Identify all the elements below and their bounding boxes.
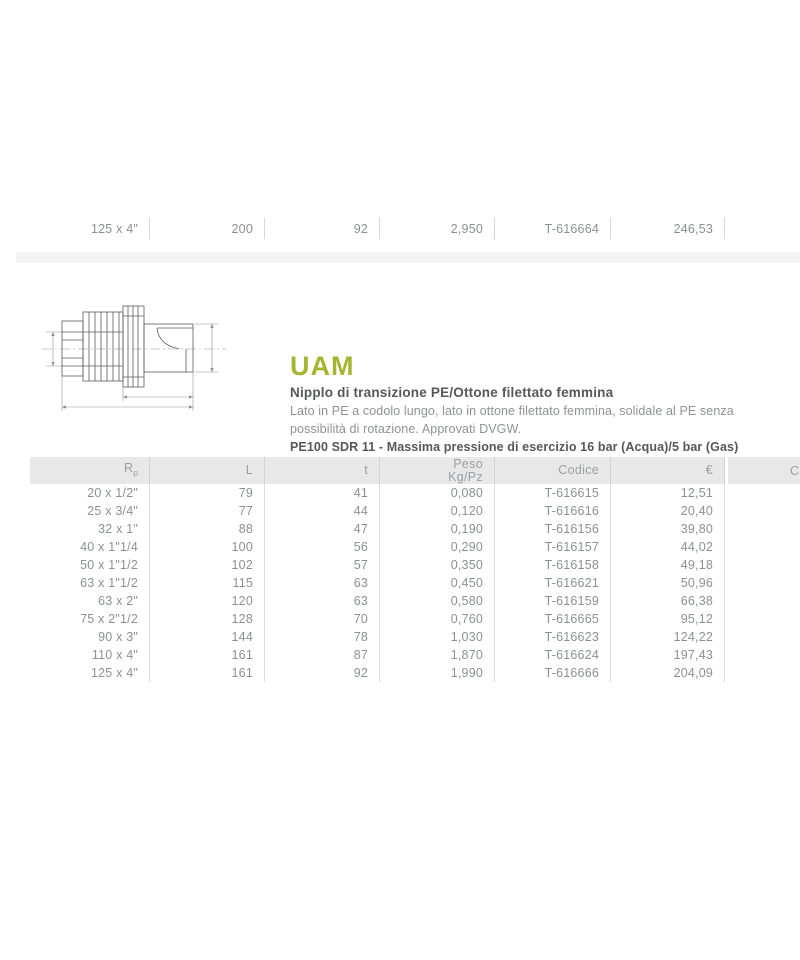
table-cell: T-616624 xyxy=(495,646,611,664)
table-cell: 32 x 1" xyxy=(30,520,150,538)
table-cell: 20,40 xyxy=(611,502,725,520)
table-cell: 0,190 xyxy=(380,520,495,538)
table-cell: 124,22 xyxy=(611,628,725,646)
table-cell: 95,12 xyxy=(611,610,725,628)
table-cell: 70 xyxy=(265,610,380,628)
technical-drawing xyxy=(40,292,270,417)
table-cell: 49,18 xyxy=(611,556,725,574)
table-row xyxy=(30,574,725,592)
previous-table-row xyxy=(30,218,725,239)
prev-row-cell: T-616664 xyxy=(495,218,611,239)
prev-row-cell: 246,53 xyxy=(611,218,725,239)
table-cell: 88 xyxy=(150,520,265,538)
product-pressure-spec: PE100 SDR 11 - Massima pressione di esercizio 16 bar (Acqua)/5 bar (Gas) xyxy=(290,440,739,454)
table-cell: 1,030 xyxy=(380,628,495,646)
table-cell: T-616665 xyxy=(495,610,611,628)
table-cell: 144 xyxy=(150,628,265,646)
table-cell: 78 xyxy=(265,628,380,646)
table-row xyxy=(30,502,725,520)
header-cell-peso: Peso Kg/Pz xyxy=(380,457,495,484)
header-cell-rp: $R_p$ xyxy=(30,457,150,484)
table-cell: T-616666 xyxy=(495,664,611,682)
table-cell: T-616158 xyxy=(495,556,611,574)
table-cell: 63 xyxy=(265,592,380,610)
table-cell: 50,96 xyxy=(611,574,725,592)
table-row xyxy=(30,556,725,574)
table-cell: 197,43 xyxy=(611,646,725,664)
table-cell: 39,80 xyxy=(611,520,725,538)
table-row xyxy=(30,484,725,502)
table-cell: 204,09 xyxy=(611,664,725,682)
table-cell: 40 x 1"1/4 xyxy=(30,538,150,556)
prev-row-cell: 92 xyxy=(265,218,380,239)
table-body xyxy=(30,484,725,682)
table-cell: 0,580 xyxy=(380,592,495,610)
table-cell: 25 x 3/4" xyxy=(30,502,150,520)
table-cell: 47 xyxy=(265,520,380,538)
table-header-row xyxy=(30,457,725,484)
table-cell: 0,290 xyxy=(380,538,495,556)
next-table-partial-header xyxy=(728,457,800,484)
table-cell: 79 xyxy=(150,484,265,502)
table-cell: 41 xyxy=(265,484,380,502)
table-cell: 44,02 xyxy=(611,538,725,556)
table-cell: 128 xyxy=(150,610,265,628)
table-cell: T-616621 xyxy=(495,574,611,592)
table-cell: T-616623 xyxy=(495,628,611,646)
prev-row-cell: 200 xyxy=(150,218,265,239)
table-cell: 57 xyxy=(265,556,380,574)
table-cell: 20 x 1/2" xyxy=(30,484,150,502)
table-cell: 87 xyxy=(265,646,380,664)
fitting-drawing-svg xyxy=(40,292,270,417)
table-cell: T-616615 xyxy=(495,484,611,502)
table-cell: 120 xyxy=(150,592,265,610)
product-subtitle: Nipplo di transizione PE/Ottone filettato femmina xyxy=(290,385,614,400)
table-row xyxy=(30,610,725,628)
table-cell: 115 xyxy=(150,574,265,592)
table-cell: 125 x 4" xyxy=(30,664,150,682)
header-cell-euro: € xyxy=(611,457,725,484)
table-cell: 0,450 xyxy=(380,574,495,592)
table-cell: T-616156 xyxy=(495,520,611,538)
product-description-line-2: possibilità di rotazione. Approvati DVGW. xyxy=(290,422,522,436)
table-cell: 56 xyxy=(265,538,380,556)
table-row xyxy=(30,520,725,538)
product-title: UAM xyxy=(290,351,355,381)
table-cell: 0,350 xyxy=(380,556,495,574)
table-cell: 50 x 1"1/2 xyxy=(30,556,150,574)
table-cell: 110 x 4" xyxy=(30,646,150,664)
header-cell-t: t xyxy=(265,457,380,484)
prev-row-cell: 2,950 xyxy=(380,218,495,239)
table-cell: 75 x 2"1/2 xyxy=(30,610,150,628)
product-description-line-1: Lato in PE a codolo lungo, lato in ottone filettato femmina, solidale al PE senza xyxy=(290,404,734,418)
next-table-partial-label: C xyxy=(790,464,800,478)
prev-row-cell: 125 x 4" xyxy=(30,218,150,239)
table-cell: T-616157 xyxy=(495,538,611,556)
table-cell: 102 xyxy=(150,556,265,574)
page-divider-shadow xyxy=(16,252,800,263)
table-cell: 100 xyxy=(150,538,265,556)
table-cell: 161 xyxy=(150,664,265,682)
table-cell: 63 x 1"1/2 xyxy=(30,574,150,592)
table-row xyxy=(30,628,725,646)
table-cell: 161 xyxy=(150,646,265,664)
table-cell: 66,38 xyxy=(611,592,725,610)
table-cell: 1,870 xyxy=(380,646,495,664)
table-cell: 63 xyxy=(265,574,380,592)
header-cell-codice: Codice xyxy=(495,457,611,484)
table-cell: 90 x 3" xyxy=(30,628,150,646)
table-cell: 44 xyxy=(265,502,380,520)
table-cell: 12,51 xyxy=(611,484,725,502)
table-cell: 0,120 xyxy=(380,502,495,520)
table-row xyxy=(30,664,725,682)
table-cell: 92 xyxy=(265,664,380,682)
table-cell: 0,760 xyxy=(380,610,495,628)
header-cell-l: L xyxy=(150,457,265,484)
product-block xyxy=(290,353,795,456)
table-cell: 63 x 2" xyxy=(30,592,150,610)
table-cell: 77 xyxy=(150,502,265,520)
table-cell: T-616159 xyxy=(495,592,611,610)
table-cell: T-616616 xyxy=(495,502,611,520)
table-row xyxy=(30,646,725,664)
table-row xyxy=(30,592,725,610)
table-cell: 1,990 xyxy=(380,664,495,682)
table-row xyxy=(30,538,725,556)
table-cell: 0,080 xyxy=(380,484,495,502)
